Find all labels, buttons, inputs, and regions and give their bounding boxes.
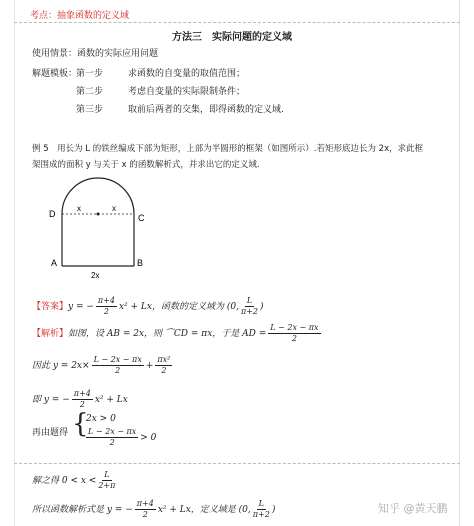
label-x-right: x (112, 204, 116, 213)
template-label: 解题模板： (32, 69, 78, 79)
label-2x: 2x (91, 271, 100, 280)
figure-diagram (40, 172, 160, 282)
step-3-text: 取前后两者的交集，即得函数的定义域. (128, 105, 284, 115)
label-d: D (49, 209, 56, 219)
final-line (32, 500, 275, 519)
solve-prefix: 解之得 0 < x < (32, 476, 97, 486)
solve-line (32, 471, 117, 490)
ji-line (32, 390, 128, 409)
therefore-frac-2: $\frac{\text{πx²}}{2}$ (157, 355, 171, 375)
step-2-label: 第二步 (76, 87, 104, 97)
kaodian-text: 考点：抽象函数的定义域 (30, 11, 130, 21)
step-3-label: 第三步 (76, 105, 104, 115)
step-1-text: 求函数的自变量的取值范围； (128, 69, 246, 79)
answer-line (32, 297, 264, 316)
ji-frac: $\frac{\pi+4}{2}$ (73, 389, 91, 409)
right-margin-line (459, 0, 460, 526)
analysis-line (32, 324, 323, 343)
method-scene: 使用情景：函数的实际应用问题 (32, 49, 159, 59)
method-title: 方法三 实际问题的定义域 (172, 32, 292, 43)
condition-2-frac: $\frac{L - 2x - \pi x}{2}$ (88, 427, 137, 447)
answer-y: y = − (68, 302, 94, 312)
bottom-divider (14, 463, 460, 464)
therefore-frac-1: $\frac{L - 2x - \pi x}{2}$ (93, 355, 142, 375)
ji-prefix: 即 y = − (32, 395, 70, 405)
semicircle-arc (62, 178, 134, 214)
center-dot (97, 213, 100, 216)
ji-suffix: x² + Lx (94, 395, 128, 405)
example-line-1: 例 5 用长为 L 的铁丝编成下部为矩形，上部为半圆形的框架（如图所示）.若矩形底边长为 2x，求此框 (32, 144, 424, 154)
answer-frac-1: $\frac{\pi+4}{2}$ (97, 296, 115, 316)
condition-1: 2x > 0 (86, 414, 116, 424)
final-frac-1: $\frac{\pi+4}{2}$ (136, 499, 154, 519)
label-b: B (137, 258, 144, 268)
therefore-line (32, 356, 174, 375)
analysis-tag: 【解析】 (32, 329, 69, 339)
final-end: ) (271, 505, 276, 515)
answer-end: ) (260, 302, 264, 312)
answer-tag: 【答案】 (32, 302, 69, 312)
final-mid: x² + Lx，定义域是 (0, (157, 505, 251, 515)
final-prefix: 所以函数解析式是 y = − (32, 505, 133, 515)
final-frac-2: $\frac{L}{\pi+2}$ (252, 499, 270, 519)
condition-2-suffix: > 0 (140, 433, 157, 443)
label-x-left: x (77, 204, 81, 213)
analysis-frac: $\frac{L - 2x - \pi x}{2}$ (270, 323, 319, 343)
solve-frac: $\frac{L}{2+\pi}$ (98, 470, 116, 490)
condition-2 (84, 428, 156, 447)
therefore-plus: + (145, 361, 154, 371)
top-divider (14, 22, 460, 23)
example-line-2: 架围成的面积 y 与关于 x 的函数解析式，并求出它的定义域. (32, 160, 260, 170)
therefore-prefix: 因此 y = 2x× (32, 361, 90, 371)
label-c: C (138, 213, 145, 223)
answer-frac-2: $\frac{L}{\pi+2}$ (240, 296, 258, 316)
analysis-text: 如图，设 AB = 2x，则 ⌒CD = πx，于是 AD = (68, 329, 267, 339)
step-1-label: 第一步 (76, 69, 104, 79)
step-2-text: 考虑自变量的实际限制条件； (128, 87, 246, 97)
label-a: A (51, 258, 58, 268)
watermark: 知乎 @黄天鹏 (378, 502, 448, 515)
conditions-label: 再由题得 (32, 428, 69, 438)
left-margin-line (14, 0, 15, 526)
answer-mid: x² + Lx，函数的定义域为 (0, (118, 302, 239, 312)
conditions-brace: { (72, 409, 89, 439)
